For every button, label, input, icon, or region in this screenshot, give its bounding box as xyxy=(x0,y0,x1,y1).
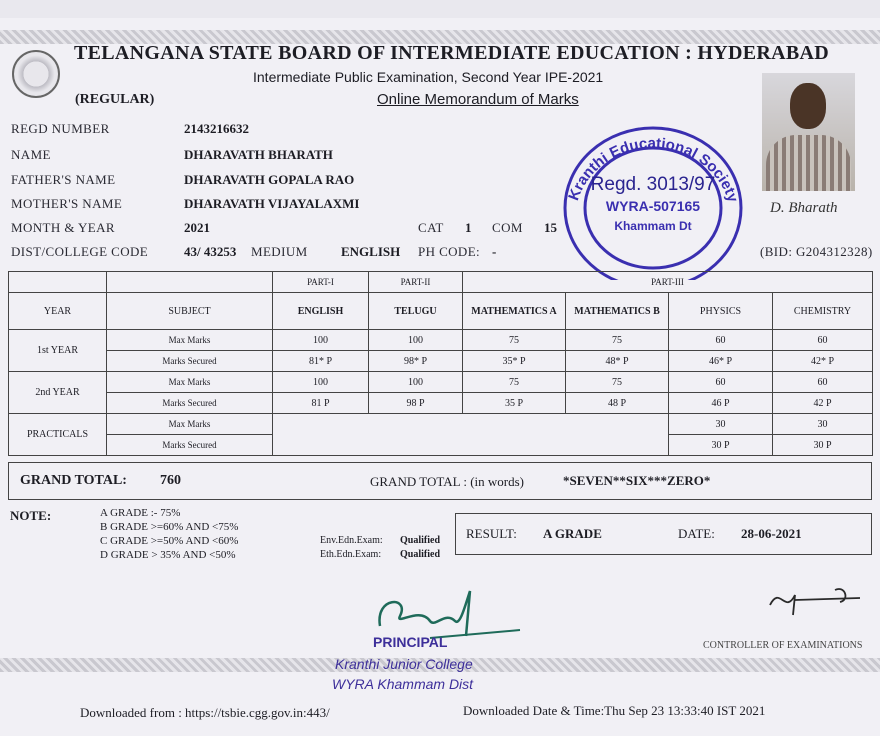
y1-sec-english: 81* P xyxy=(273,351,369,372)
dist-label: DIST/COLLEGE CODE xyxy=(11,244,149,259)
max-marks-label: Max Marks xyxy=(107,414,273,435)
cat-value: 1 xyxy=(465,220,472,235)
max-marks-label: Max Marks xyxy=(107,330,273,351)
y2-max-telugu: 100 xyxy=(369,372,463,393)
y1-sec-maths-b: 48* P xyxy=(566,351,669,372)
pr-max-physics: 30 xyxy=(669,414,773,435)
y2-max-english: 100 xyxy=(273,372,369,393)
ph-value: - xyxy=(492,244,497,259)
result-label: RESULT: xyxy=(466,526,517,541)
photo-shirt xyxy=(766,135,851,191)
father-label: FATHER'S NAME xyxy=(11,172,116,187)
stamp-regd: Regd. 3013/97 xyxy=(590,174,716,195)
college-name: Kranthi Junior College xyxy=(335,656,473,672)
y1-max-maths-a: 75 xyxy=(463,330,566,351)
student-photo xyxy=(762,73,855,191)
college-place: WYRA Khammam Dist xyxy=(332,676,474,692)
subject-maths-b: MATHEMATICS B xyxy=(566,293,669,330)
board-title: TELANGANA STATE BOARD OF INTERMEDIATE EDUCATION : HYDERABAD xyxy=(74,42,830,64)
regd-value: 2143216632 xyxy=(184,121,249,136)
table-row xyxy=(9,351,873,372)
medium-label: MEDIUM xyxy=(251,244,308,259)
year-header: YEAR xyxy=(9,293,107,330)
eth-edn-label: Eth.Edn.Exam: xyxy=(320,549,382,560)
env-edn-value: Qualified xyxy=(400,535,441,546)
com-label: COM xyxy=(492,220,523,235)
subject-english: ENGLISH xyxy=(273,293,369,330)
marks-secured-label: Marks Secured xyxy=(107,351,273,372)
pr-sec-chemistry: 30 P xyxy=(773,435,873,456)
y1-max-telugu: 100 xyxy=(369,330,463,351)
table-row xyxy=(9,330,873,351)
downloaded-from: Downloaded from : https://tsbie.cgg.gov.in:443/ xyxy=(80,705,330,720)
y1-max-maths-b: 75 xyxy=(566,330,669,351)
mother-value: DHARAVATH VIJAYALAXMI xyxy=(184,196,360,211)
bid-value: (BID: G204312328) xyxy=(760,244,873,259)
y2-sec-english: 81 P xyxy=(273,393,369,414)
college-stamp xyxy=(553,100,753,280)
memo-title: Online Memorandum of Marks xyxy=(377,91,579,108)
result-value: A GRADE xyxy=(543,526,602,541)
photo-head xyxy=(790,83,826,129)
y2-max-maths-a: 75 xyxy=(463,372,566,393)
max-marks-label: Max Marks xyxy=(107,372,273,393)
date-value: 28-06-2021 xyxy=(741,526,802,541)
y2-sec-maths-b: 48 P xyxy=(566,393,669,414)
mother-label: MOTHER'S NAME xyxy=(11,196,123,211)
medium-value: ENGLISH xyxy=(341,244,401,259)
table-row xyxy=(9,414,873,435)
board-logo-icon xyxy=(12,50,60,98)
principal-label: PRINCIPAL xyxy=(373,634,448,650)
name-value: DHARAVATH BHARATH xyxy=(184,147,333,162)
marks-secured-label: Marks Secured xyxy=(107,393,273,414)
practicals-label: PRACTICALS xyxy=(9,414,107,456)
subject-physics: PHYSICS xyxy=(669,293,773,330)
exam-subtitle: Intermediate Public Examination, Second Year IPE-2021 xyxy=(253,69,604,85)
subject-chemistry: CHEMISTRY xyxy=(773,293,873,330)
y1-max-chemistry: 60 xyxy=(773,330,873,351)
grade-c-rule: C GRADE >=50% AND <60% xyxy=(100,535,239,547)
result-box xyxy=(455,513,872,555)
dist-value: 43/ 43253 xyxy=(184,244,237,259)
subject-maths-a: MATHEMATICS A xyxy=(463,293,566,330)
table-row xyxy=(9,372,873,393)
part2-label: PART-II xyxy=(369,272,463,293)
pr-max-chemistry: 30 xyxy=(773,414,873,435)
grand-total-words: *SEVEN**SIX***ZERO* xyxy=(563,473,711,488)
grand-total-label: GRAND TOTAL: xyxy=(20,473,127,488)
grade-d-rule: D GRADE > 35% AND <50% xyxy=(100,549,236,561)
pr-sec-physics: 30 P xyxy=(669,435,773,456)
y2-sec-maths-a: 35 P xyxy=(463,393,566,414)
subject-header: SUBJECT xyxy=(107,293,273,330)
cat-label: CAT xyxy=(418,220,444,235)
part3-label: PART-III xyxy=(463,272,873,293)
note-label: NOTE: xyxy=(10,508,52,523)
controller-signature xyxy=(765,580,865,620)
downloaded-date: Downloaded Date & Time:Thu Sep 23 13:33:40 IST 2021 xyxy=(463,703,766,718)
y2-max-maths-b: 75 xyxy=(566,372,669,393)
eth-edn-value: Qualified xyxy=(400,549,441,560)
ph-label: PH CODE: xyxy=(418,244,481,259)
regular-label: (REGULAR) xyxy=(75,92,155,107)
table-row xyxy=(9,393,873,414)
y2-sec-chemistry: 42 P xyxy=(773,393,873,414)
stamp-place: WYRA-507165 xyxy=(605,198,701,214)
stamp-district: Khammam Dt xyxy=(614,219,692,233)
subject-header-row xyxy=(9,293,873,330)
part1-label: PART-I xyxy=(273,272,369,293)
stamp-ring-text: Kranthi Educational Society xyxy=(565,134,742,205)
com-value: 15 xyxy=(544,220,557,235)
part-header-row xyxy=(9,272,873,293)
y2-sec-physics: 46 P xyxy=(669,393,773,414)
y1-max-english: 100 xyxy=(273,330,369,351)
father-value: DHARAVATH GOPALA RAO xyxy=(184,172,355,187)
month-value: 2021 xyxy=(184,220,210,235)
env-edn-label: Env.Edn.Exam: xyxy=(320,535,383,546)
y2-max-chemistry: 60 xyxy=(773,372,873,393)
y1-sec-chemistry: 42* P xyxy=(773,351,873,372)
controller-label: CONTROLLER OF EXAMINATIONS xyxy=(703,640,863,651)
y1-max-physics: 60 xyxy=(669,330,773,351)
subject-telugu: TELUGU xyxy=(369,293,463,330)
y2-max-physics: 60 xyxy=(669,372,773,393)
month-label: MONTH & YEAR xyxy=(11,220,115,235)
y1-sec-telugu: 98* P xyxy=(369,351,463,372)
marks-secured-label: Marks Secured xyxy=(107,435,273,456)
y2-sec-telugu: 98 P xyxy=(369,393,463,414)
grade-b-rule: B GRADE >=60% AND <75% xyxy=(100,521,239,533)
grand-total-words-label: GRAND TOTAL : (in words) xyxy=(370,474,524,489)
name-label: NAME xyxy=(11,147,51,162)
grade-a-rule: A GRADE :- 75% xyxy=(100,507,181,519)
y1-sec-maths-a: 35* P xyxy=(463,351,566,372)
regd-label: REGD NUMBER xyxy=(11,121,110,136)
grand-total-value: 760 xyxy=(160,473,181,488)
second-year-label: 2nd YEAR xyxy=(9,372,107,414)
student-signature: D. Bharath xyxy=(770,200,838,216)
y1-sec-physics: 46* P xyxy=(669,351,773,372)
marks-table xyxy=(8,271,873,456)
first-year-label: 1st YEAR xyxy=(9,330,107,372)
date-label: DATE: xyxy=(678,526,715,541)
